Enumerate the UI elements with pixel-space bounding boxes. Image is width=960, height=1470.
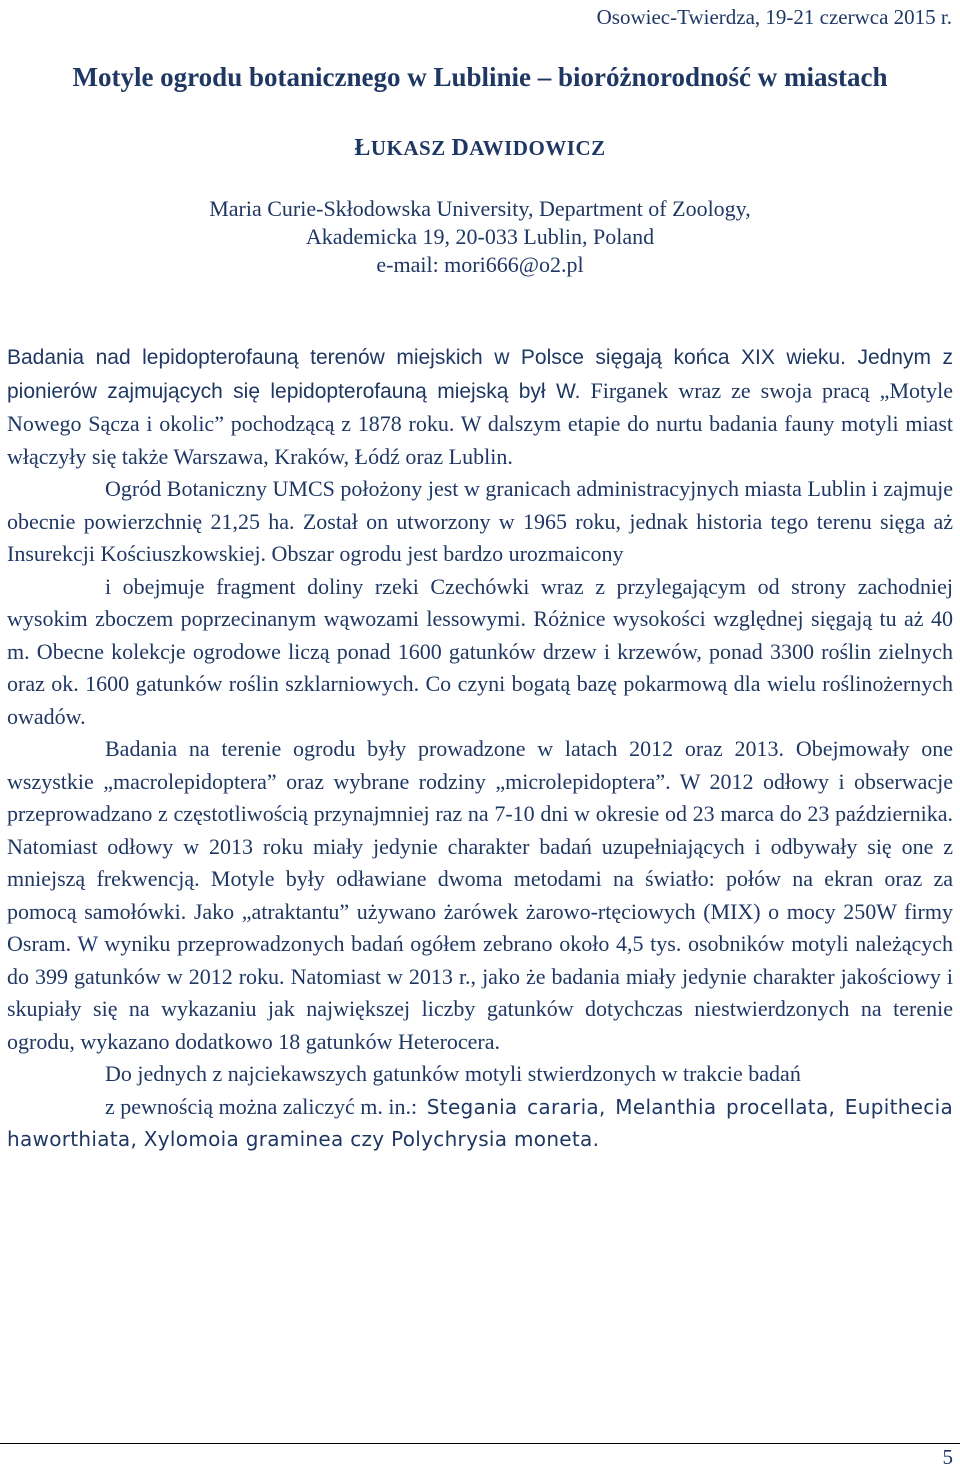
paragraph-4: Badania na terenie ogrodu były prowadzone w latach 2012 oraz 2013. Obejmowały one wszystkie „macrolepidoptera” oraz wybrane rodziny „microlepidoptera”. W 2012 odłowy i obserwacje przeprowadzano z częstotliwością przynajmniej raz na 7-10 dni w okresie od 23 marca do 23 października. Natomiast odłowy w 2013 roku miały jedynie charakter badań uzupełniających i odbywały się one z mniejszą frekwencją. Motyle były odławiane dwoma metodami na światło: połów na ekran oraz za pomocą samołówki. Jako „atraktantu” używano żarówek żarowo-rtęciowych (MIX) o mocy 250W firmy Osram. W wyniku przeprowadzonych badań ogółem zebrano około 4,5 tys. osobników motyli należących do 399 gatunków w 2012 roku. Natomiast w 2013 r., jako że badania miały jedynie charakter jakościowy i skupiały się na wykazaniu jak największej liczby gatunków dotychczas niestwierdzonych na terenie ogrodu, wykazano dodatkowo 18 gatunków Heterocera. [7,736,953,1054]
paper-title: Motyle ogrodu botanicznego w Lublinie – bioróżnorodność w miastach [72,62,888,92]
paragraph-6-species: Stegania cararia, Melanthia procellata, Eupithecia haworthiata, Xylomoia graminea czy Polychrysia moneta. [7,1094,953,1151]
abstract-body [7,341,953,1156]
paragraph-1 [7,341,953,473]
page-number: 5 [942,1445,953,1469]
author-name [0,135,960,161]
author-last-rest: AWIDOWICZ [469,136,606,160]
affiliation-block [0,195,960,279]
footer-divider [0,1443,960,1444]
paragraph-6 [7,1091,953,1156]
author-first-rest: UKASZ [370,136,446,160]
conference-header: Osowiec-Twierdza, 19-21 czerwca 2015 r. [596,5,952,29]
author-last-initial: D [451,135,470,161]
author-first-initial: Ł [354,135,371,161]
paragraph-1-sans-part: Badania nad lepidopterofauną terenów miejskich w Polsce sięgają końca XIX wieku. Jednym z pionierów zajmujących się lepidopterofauną miejską był W. [7,346,953,403]
paragraph-5: Do jednych z najciekawszych gatunków motyli stwierdzonych w trakcie badań [105,1061,801,1086]
paragraph-1-serif-part: Firganek wraz ze swoja pracą „Motyle Nowego Sącza i okolic” pochodzącą z 1878 roku. W dalszym etapie do nurtu badania fauny motyli miast włączyły się także Warszawa, Kraków, Łódź oraz Lublin. [7,377,953,469]
paragraph-6-serif-part: z pewnością można zaliczyć m. in.: [105,1093,418,1119]
paragraph-3: i obejmuje fragment doliny rzeki Czechówki wraz z przylegającym od strony zachodniej wysokim zboczem poprzecinanym wąwozami lessowymi. Różnice wysokości względnej sięgają tu aż 40 m. Obecne kolekcje ogrodowe liczą ponad 1600 gatunków drzew i krzewów, ponad 3300 roślin zielnych oraz ok. 1600 gatunków roślin szklarniowych. Co czyni bogatą bazę pokarmową dla wielu roślinożernych owadów. [7,573,953,729]
paragraph-2: Ogród Botaniczny UMCS położony jest w granicach administracyjnych miasta Lublin i zajmuje obecnie powierzchnię 21,25 ha. Został on utworzony w 1965 roku, jednak historia tego terenu sięga aż Insurekcji Kościuszkowskiej. Obszar ogrodu jest bardzo urozmaicony [7,476,953,566]
affiliation-line-1: Maria Curie-Skłodowska University, Department of Zoology, [209,196,751,221]
affiliation-line-2: Akademicka 19, 20-033 Lublin, Poland [305,224,655,249]
affiliation-email: e-mail: mori666@o2.pl [376,252,584,277]
